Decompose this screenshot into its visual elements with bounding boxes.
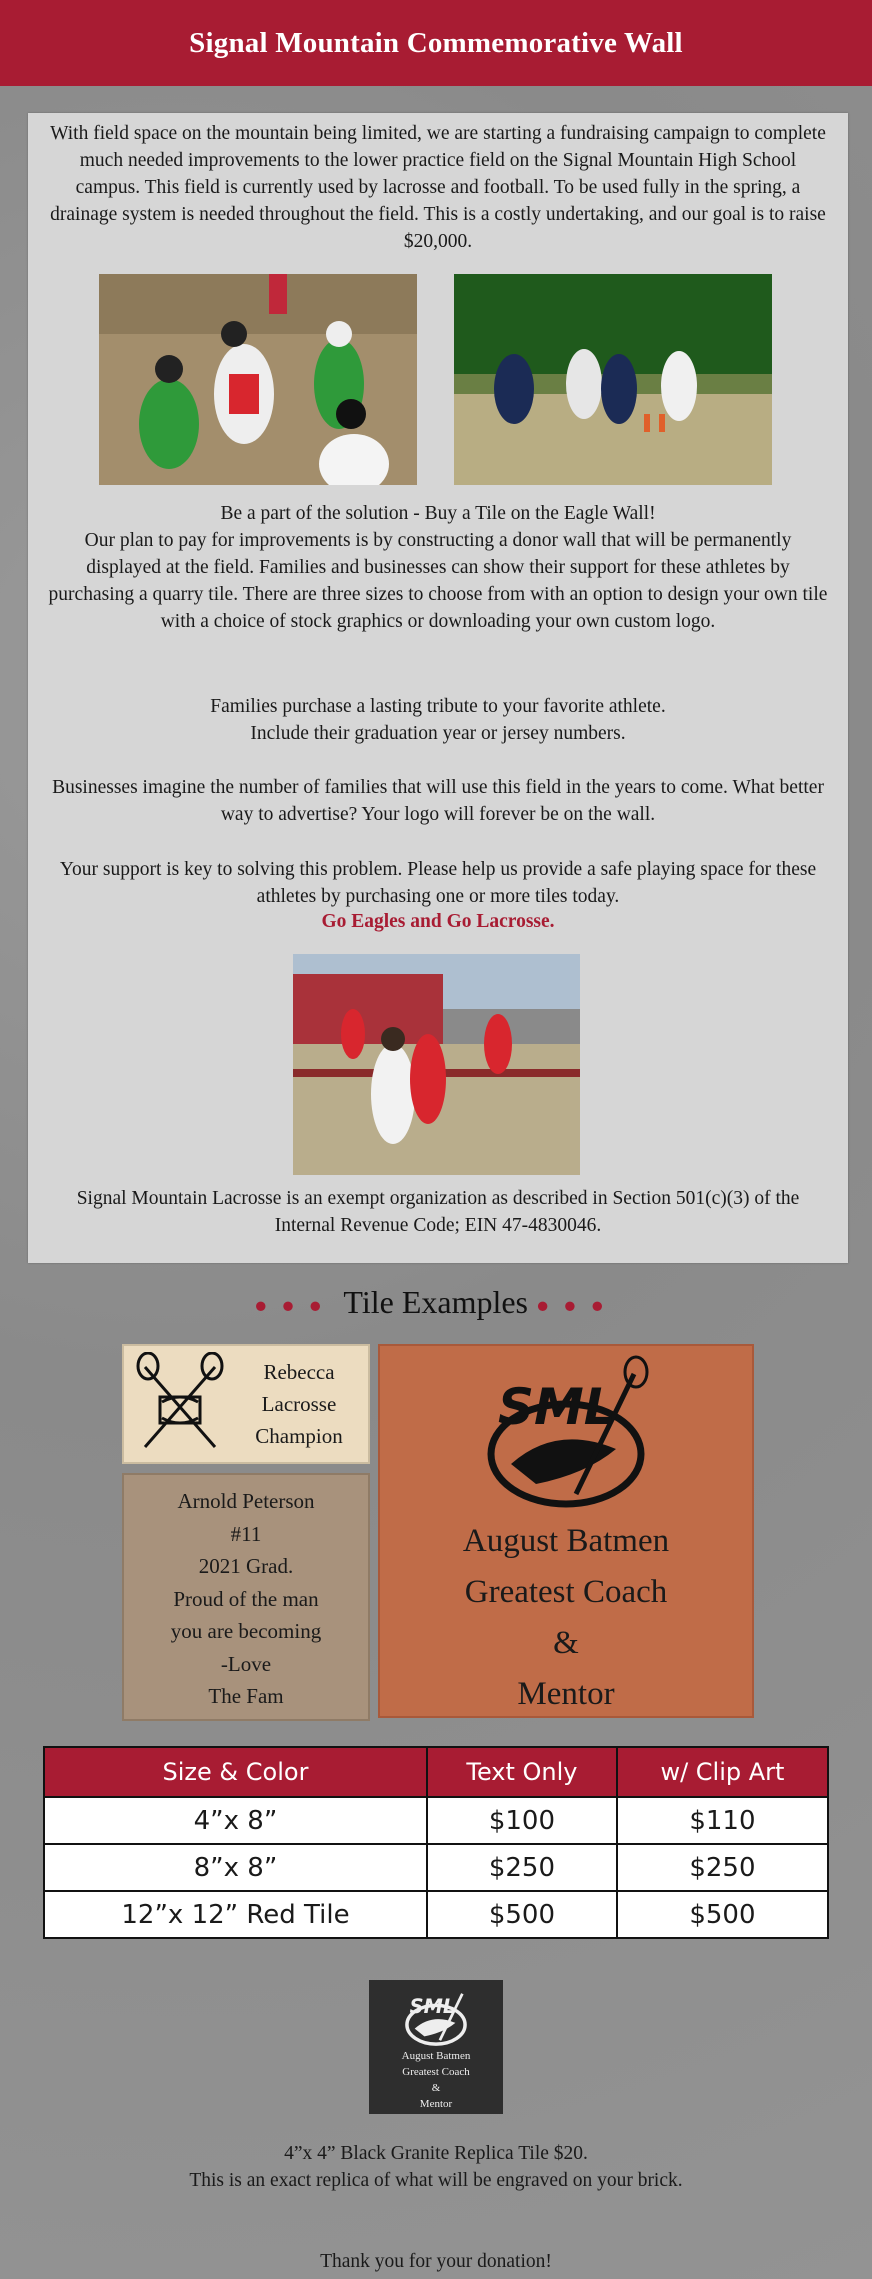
pricing-header-cell: Text Only — [427, 1747, 617, 1797]
tile-b-line: Proud of the man — [173, 1586, 319, 1611]
lacrosse-photo-1 — [99, 274, 417, 485]
tile-b-line: Arnold Peterson — [177, 1489, 315, 1513]
thank-you-text: Thank you for your donation! — [320, 2251, 552, 2272]
table-cell: 4”x 8” — [44, 1797, 427, 1844]
decorative-dots-right: ●●● — [536, 1292, 618, 1318]
table-cell: 8”x 8” — [44, 1844, 427, 1891]
tile-c-text — [380, 1516, 752, 1720]
replica-text — [369, 2048, 503, 2112]
tile-examples-title: Tile Examples — [343, 1284, 528, 1320]
table-cell: $100 — [427, 1797, 617, 1844]
solution-paragraph: Our plan to pay for improvements is by constructing a donor wall that will be permanently displayed at the field. Families and businesses can show their support for these athletes by purchasing a quarry tile. There are three sizes to choose from with an option to design your own tile with a choice of stock graphics or downloading your own custom logo. — [48, 530, 828, 632]
table-cell: $250 — [427, 1844, 617, 1891]
replica-caption-line-1: 4”x 4” Black Granite Replica Tile $20. — [284, 2143, 588, 2164]
tile-b-line: you are becoming — [170, 1619, 322, 1643]
support-paragraph: Your support is key to solving this problem. Please help us provide a safe playing space for these athletes by purchasing one or more tiles today. — [59, 859, 817, 907]
pricing-header-cell: w/ Clip Art — [617, 1747, 828, 1797]
table-row — [44, 1844, 828, 1891]
tile-a-line: Lacrosse — [261, 1392, 337, 1416]
pricing-table — [43, 1746, 829, 1939]
families-section — [48, 693, 828, 747]
table-cell: 12”x 12” Red Tile — [44, 1891, 427, 1938]
tile-example-medium — [122, 1473, 370, 1721]
table-row — [44, 1891, 828, 1938]
header-banner — [0, 0, 872, 86]
tile-b-line: -Love — [220, 1651, 272, 1676]
tile-c-line: Greatest Coach — [464, 1574, 668, 1610]
tile-c-logo-text: SML — [498, 1378, 616, 1436]
tile-c-line: & — [553, 1625, 579, 1661]
page-title: Signal Mountain Commemorative Wall — [189, 26, 683, 59]
replica-caption-line-2: This is an exact replica of what will be engraved on your brick. — [189, 2170, 683, 2191]
tile-example-small — [122, 1344, 370, 1464]
content-panel — [28, 113, 848, 1263]
crossed-sticks-icon — [130, 1352, 230, 1456]
sml-eagle-logo-icon — [401, 1986, 471, 2048]
intro-paragraph: With field space on the mountain being limited, we are starting a fundraising campaign to complete much needed improvements to the lower practice field on the Signal Mountain High School campus. This field is currently used by lacrosse and football. To be used fully in the spring, a drainage system is needed throughout the field. This is a costly undertaking, and our goal is to raise $20,000. — [50, 123, 826, 252]
tile-b-line: #11 — [230, 1521, 262, 1546]
sml-eagle-logo-icon — [476, 1354, 656, 1514]
tile-b-line: 2021 Grad. — [198, 1554, 294, 1578]
replica-line: August Batmen — [401, 2050, 471, 2062]
families-line-2: Include their graduation year or jersey numbers. — [250, 723, 626, 744]
replica-caption — [20, 2140, 852, 2194]
table-cell: $250 — [617, 1844, 828, 1891]
tile-a-line: Rebecca — [263, 1360, 335, 1384]
exempt-statement: Signal Mountain Lacrosse is an exempt organization as described in Section 501(c)(3) of the Internal Revenue Code; EIN 47-4830046. — [76, 1188, 800, 1236]
replica-line: Greatest Coach — [402, 2066, 470, 2078]
tile-c-line: Mentor — [517, 1676, 615, 1712]
lacrosse-photo-2 — [454, 274, 772, 485]
replica-line: Mentor — [419, 2098, 453, 2110]
table-cell: $500 — [427, 1891, 617, 1938]
tile-example-large — [378, 1344, 754, 1718]
families-line-1: Families purchase a lasting tribute to your favorite athlete. — [210, 696, 666, 717]
tile-b-text — [124, 1485, 368, 1713]
tile-a-line: Champion — [255, 1424, 343, 1448]
tile-examples-heading — [0, 1284, 872, 1321]
table-cell: $500 — [617, 1891, 828, 1938]
table-row — [44, 1797, 828, 1844]
replica-line: & — [431, 2082, 441, 2094]
solution-section — [48, 500, 828, 635]
granite-replica-tile — [369, 1980, 503, 2114]
businesses-paragraph: Businesses imagine the number of families that will use this field in the years to come. What better way to advertise? Your logo will forever be on the wall. — [52, 777, 824, 825]
decorative-dots-left: ●●● — [254, 1292, 336, 1318]
pricing-header-cell: Size & Color — [44, 1747, 427, 1797]
pricing-header-row — [44, 1747, 828, 1797]
tile-b-line: The Fam — [208, 1684, 284, 1708]
replica-logo-text: SML — [409, 1995, 456, 2019]
lacrosse-photo-3 — [293, 954, 580, 1175]
slogan: Go Eagles and Go Lacrosse. — [321, 911, 555, 932]
tile-a-text — [234, 1356, 364, 1452]
solution-headline: Be a part of the solution - Buy a Tile on the Eagle Wall! — [220, 503, 656, 524]
tile-c-line: August Batmen — [462, 1523, 670, 1559]
table-cell: $110 — [617, 1797, 828, 1844]
